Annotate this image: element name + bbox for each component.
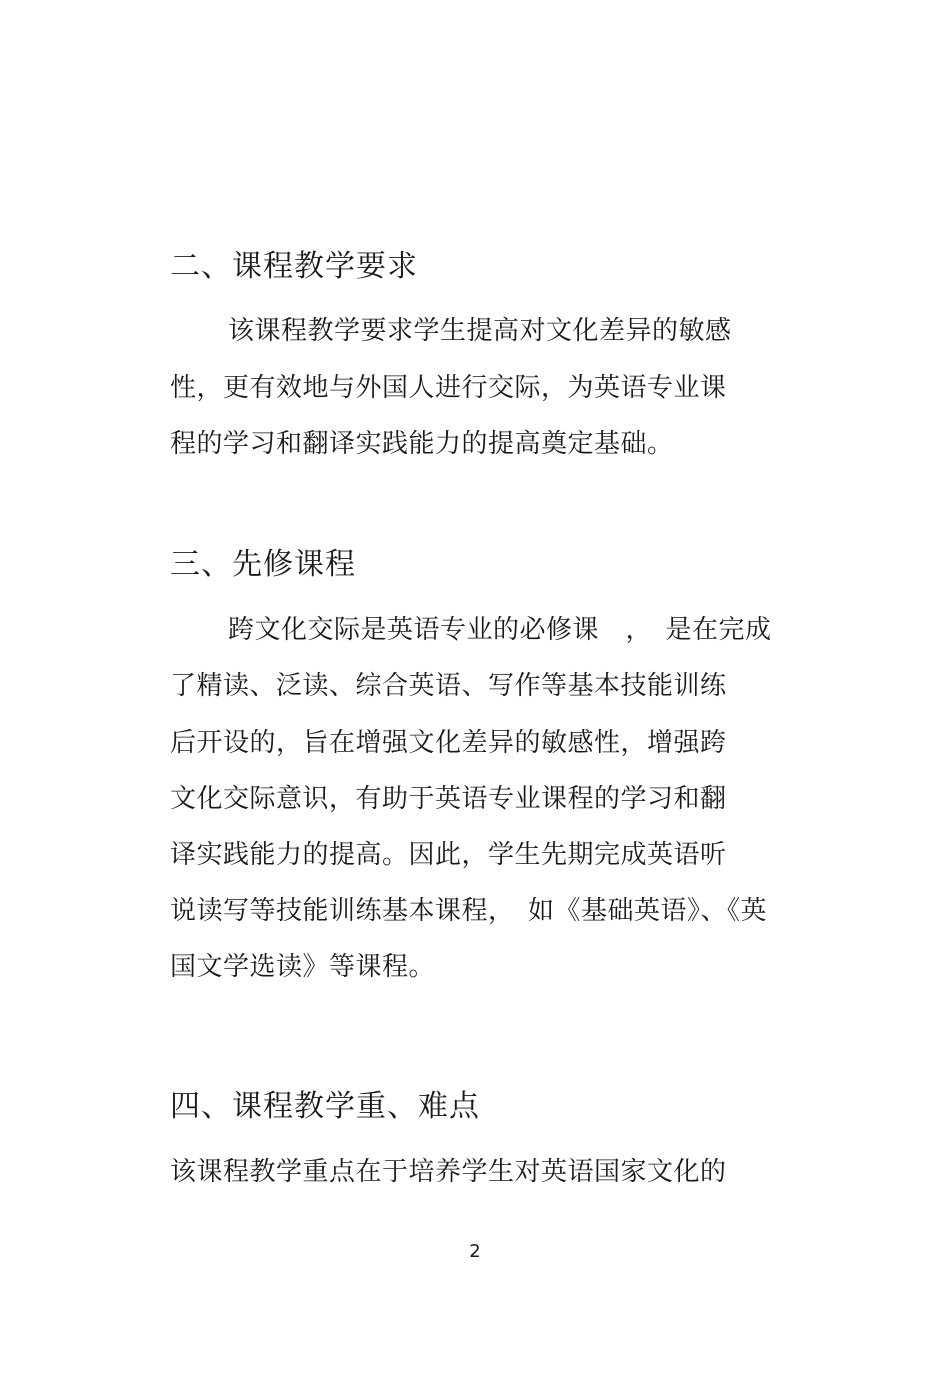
paragraph-line: 文化交际意识，有助于英语专业课程的学习和翻	[170, 784, 727, 814]
paragraph-line: 后开设的，旨在增强文化差异的敏感性，增强跨	[170, 728, 727, 758]
paragraph-line: 程的学习和翻译实践能力的提高奠定基础。	[170, 429, 674, 459]
paragraph-line: 跨文化交际是英语专业的必修课 ， 是在完成	[228, 615, 772, 645]
paragraph-line: 译实践能力的提高。因此，学生先期完成英语听	[170, 840, 727, 870]
section-heading-3: 三、先修课程	[170, 547, 356, 582]
paragraph-line: 该课程教学要求学生提高对文化差异的敏感	[228, 316, 732, 346]
paragraph-line: 性，更有效地与外国人进行交际，为英语专业课	[170, 373, 727, 403]
page-number: 2	[469, 1241, 481, 1262]
section-heading-2: 二、课程教学要求	[170, 249, 418, 284]
paragraph-line: 该课程教学重点在于培养学生对英语国家文化的	[170, 1157, 727, 1187]
section-heading-4: 四、课程教学重、难点	[170, 1089, 480, 1124]
paragraph-line: 了精读、泛读、综合英语、写作等基本技能训练	[170, 671, 727, 701]
paragraph-line: 国文学选读》等课程。	[170, 952, 436, 982]
paragraph-line: 说读写等技能训练基本课程， 如《基础英语》、《英	[170, 896, 768, 926]
